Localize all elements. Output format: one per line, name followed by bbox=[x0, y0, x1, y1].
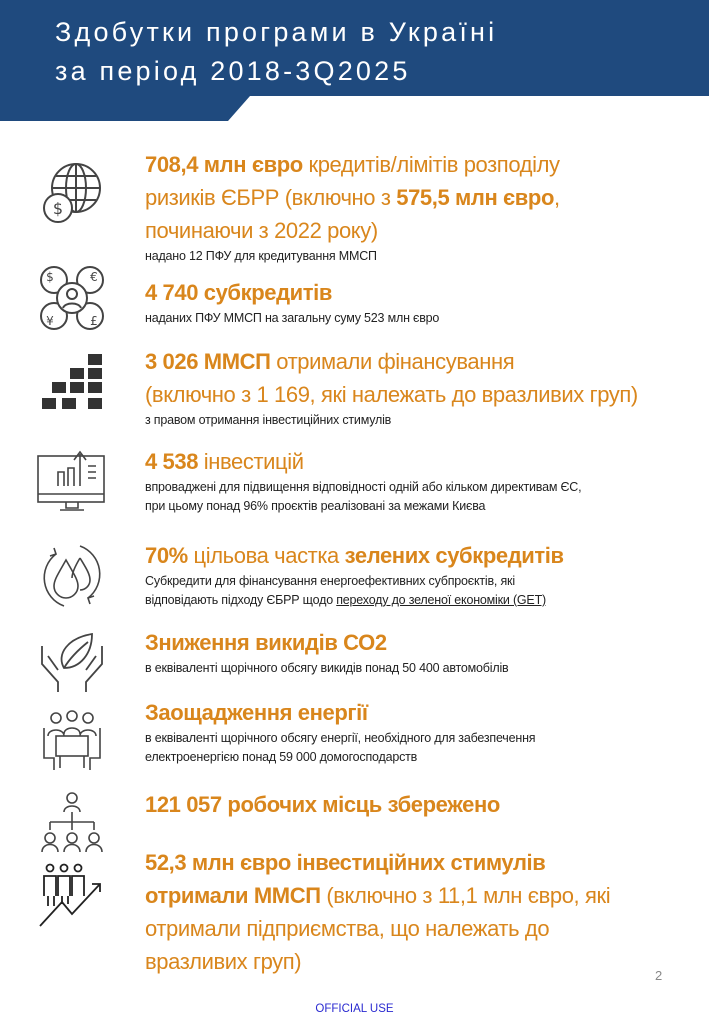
currency-person-icon bbox=[36, 262, 108, 334]
headline-text: (включно з bbox=[279, 185, 397, 210]
achievement-item-1 bbox=[145, 148, 705, 266]
headline-text: отримали підприємства, що належать до bbox=[145, 916, 550, 941]
briefcases-stack-icon bbox=[36, 350, 108, 422]
headline-highlight: 121 057 робочих місць збережено bbox=[145, 792, 500, 817]
headline-text: ризиків ЄБРР bbox=[145, 185, 280, 210]
description-line bbox=[145, 478, 705, 497]
headline-line bbox=[145, 214, 705, 247]
get-link[interactable]: переходу до зеленої економіки (GET) bbox=[336, 593, 546, 607]
headline-text: інвестицій bbox=[198, 449, 304, 474]
description-line bbox=[145, 411, 705, 430]
achievement-item-9 bbox=[145, 846, 705, 978]
description-text: в еквіваленті щорічного обсягу викидів понад 50 400 автомобілів bbox=[145, 661, 509, 675]
headline-text: , bbox=[554, 185, 560, 210]
description-text: Субкредити для фінансування енергоефективних субпроєктів, які bbox=[145, 574, 515, 588]
headline-text: кредитів/лімітів розподілу bbox=[302, 152, 560, 177]
headline-highlight: 708,4 млн євро bbox=[145, 152, 303, 177]
headline-line bbox=[145, 626, 705, 659]
hands-leaf-icon bbox=[36, 622, 108, 694]
achievement-item-8 bbox=[145, 788, 705, 821]
headline-highlight: 575,5 млн євро bbox=[396, 185, 555, 210]
headline-text: (включно з 1 169, які належать до вразливих груп) bbox=[145, 382, 638, 407]
headline-line bbox=[145, 445, 705, 478]
headline-line bbox=[145, 378, 705, 411]
headline-text: цільова частка bbox=[187, 543, 345, 568]
description-line bbox=[145, 309, 705, 328]
headline-line bbox=[145, 912, 705, 945]
headline-text: вразливих груп) bbox=[145, 949, 302, 974]
headline-line bbox=[145, 696, 705, 729]
achievement-item-4 bbox=[145, 445, 705, 516]
description-line bbox=[145, 572, 705, 591]
header-banner bbox=[0, 0, 709, 121]
description-text: електроенергією понад 59 000 домогосподарств bbox=[145, 750, 418, 764]
achievement-item-3 bbox=[145, 345, 705, 430]
description-line bbox=[145, 729, 705, 748]
headline-highlight: 3 026 ММСП bbox=[145, 349, 271, 374]
description-text: з правом отримання інвестиційних стимулів bbox=[145, 413, 392, 427]
description-text: наданих ПФУ ММСП на загальну суму 523 млн євро bbox=[145, 311, 440, 325]
svg-text:€: € bbox=[90, 270, 98, 284]
achievement-item-2 bbox=[145, 276, 705, 328]
globe-coin-icon bbox=[36, 158, 108, 230]
org-chart-people-icon bbox=[36, 790, 108, 862]
description-line bbox=[145, 247, 705, 266]
description-text: при цьому понад 96% проєктів реалізовані за межами Києва bbox=[145, 499, 486, 513]
headline-line bbox=[145, 181, 705, 214]
headline-highlight: 52,3 млн євро інвестиційних стимулів bbox=[145, 850, 546, 875]
page-title-line2: за період 2018-3Q2025 bbox=[55, 56, 411, 86]
headline-highlight: 4 740 субкредитів bbox=[145, 280, 333, 305]
description-line bbox=[145, 591, 705, 610]
description-text: надано 12 ПФУ для кредитування ММСП bbox=[145, 249, 377, 263]
achievement-item-6 bbox=[145, 626, 705, 678]
headline-highlight: зелених субкредитів bbox=[344, 543, 564, 568]
headline-highlight: Зниження викидів СО2 bbox=[145, 630, 387, 655]
description-line bbox=[145, 659, 705, 678]
people-growth-arrow-icon bbox=[36, 860, 108, 932]
headline-highlight: 70% bbox=[145, 543, 188, 568]
headline-line bbox=[145, 879, 705, 912]
description-text: в еквіваленті щорічного обсягу енергії, необхідного для забезпечення bbox=[145, 731, 536, 745]
headline-line bbox=[145, 148, 705, 181]
description-text: впроваджені для підвищення відповідності одній або кільком директивам ЄС, bbox=[145, 480, 582, 494]
svg-text:$: $ bbox=[46, 270, 54, 284]
description-text: відповідають підходу ЄБРР щодо bbox=[145, 593, 337, 607]
svg-text:£: £ bbox=[90, 314, 98, 328]
headline-highlight: Заощадження енергії bbox=[145, 700, 368, 725]
headline-line bbox=[145, 945, 705, 978]
headline-text: отримали фінансування bbox=[270, 349, 515, 374]
description-line bbox=[145, 748, 705, 767]
headline-line bbox=[145, 345, 705, 378]
headline-text: починаючи з 2022 року) bbox=[145, 218, 378, 243]
headline-line bbox=[145, 846, 705, 879]
classification-label: OFFICIAL USE bbox=[315, 1003, 394, 1015]
headline-line bbox=[145, 539, 705, 572]
svg-text:¥: ¥ bbox=[46, 314, 54, 328]
svg-text:$: $ bbox=[52, 199, 64, 218]
monitor-growth-icon bbox=[36, 446, 108, 518]
achievement-item-7 bbox=[145, 696, 705, 767]
headline-line bbox=[145, 788, 705, 821]
headline-line bbox=[145, 276, 705, 309]
water-drops-cycle-icon bbox=[36, 540, 108, 612]
page-title-line1: Здобутки програми в Україні bbox=[55, 17, 498, 47]
headline-highlight: отримали ММСП bbox=[145, 883, 321, 908]
headline-text: (включно з 11,1 млн євро, які bbox=[320, 883, 611, 908]
meeting-table-icon bbox=[36, 706, 108, 778]
page-number: 2 bbox=[655, 968, 663, 983]
headline-highlight: 4 538 bbox=[145, 449, 199, 474]
description-line bbox=[145, 497, 705, 516]
achievement-item-5 bbox=[145, 539, 705, 610]
